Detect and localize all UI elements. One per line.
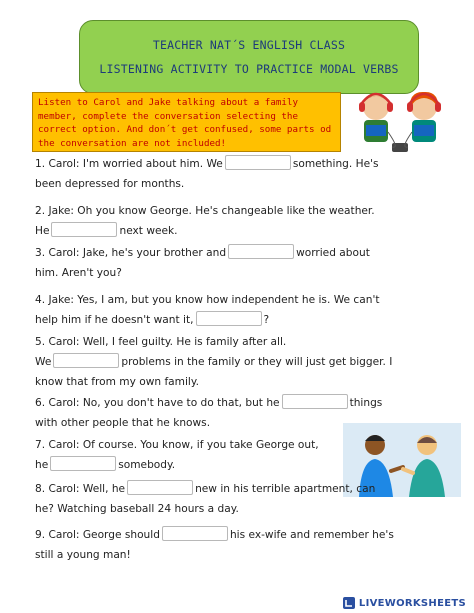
answer-blank-3[interactable] <box>228 244 294 259</box>
answer-blank-5[interactable] <box>53 353 119 368</box>
kids-headphones-illustration <box>350 87 450 155</box>
title-banner <box>79 20 419 94</box>
question-5: 5. Carol: Well, I feel guilty. He is family after all. We problems in the family or they will just get bigger. I know that from my own family. <box>35 336 393 388</box>
title-line-1: TEACHER NAT´S ENGLISH CLASS <box>152 38 346 52</box>
question-2: 2. Jake: Oh you know George. He's changeable like the weather. He next week. <box>35 205 375 237</box>
question-1: 1. Carol: I'm worried about him. We something. He's been depressed for months. <box>35 154 435 194</box>
question-9: 9. Carol: George should his ex-wife and remember he's still a young man! <box>35 525 435 565</box>
instructions-box: Listen to Carol and Jake talking about a family member, complete the conversation selecting the correct option. And don´t get confused, some parts od the conversation are not included! <box>32 92 341 152</box>
liveworksheets-logo-icon <box>342 596 356 610</box>
answer-blank-8[interactable] <box>127 480 193 495</box>
answer-blank-4[interactable] <box>196 311 262 326</box>
question-8: 8. Carol: Well, he new in his terrible apartment, can he? Watching baseball 24 hours a day. <box>35 479 435 519</box>
answer-blank-7[interactable] <box>50 456 116 471</box>
question-3: 3. Carol: Jake, he's your brother and worried about him. Aren't you? <box>35 243 435 283</box>
liveworksheets-brand: LIVEWORKSHEETS <box>358 597 466 609</box>
question-6: 6. Carol: No, you don't have to do that, but he things with other people that he knows. <box>35 393 435 433</box>
answer-blank-9[interactable] <box>162 526 228 541</box>
question-4: 4. Jake: Yes, I am, but you know how independent he is. We can't help him if he doesn't want it, ? <box>35 294 380 326</box>
answer-blank-1[interactable] <box>225 155 291 170</box>
liveworksheets-footer <box>342 596 466 610</box>
answer-blank-6[interactable] <box>282 394 348 409</box>
title-line-2: LISTENING ACTIVITY TO PRACTICE MODAL VERBS <box>99 62 399 76</box>
answer-blank-2[interactable] <box>51 222 117 237</box>
question-7: 7. Carol: Of course. You know, if you take George out, he somebody. <box>35 439 319 471</box>
